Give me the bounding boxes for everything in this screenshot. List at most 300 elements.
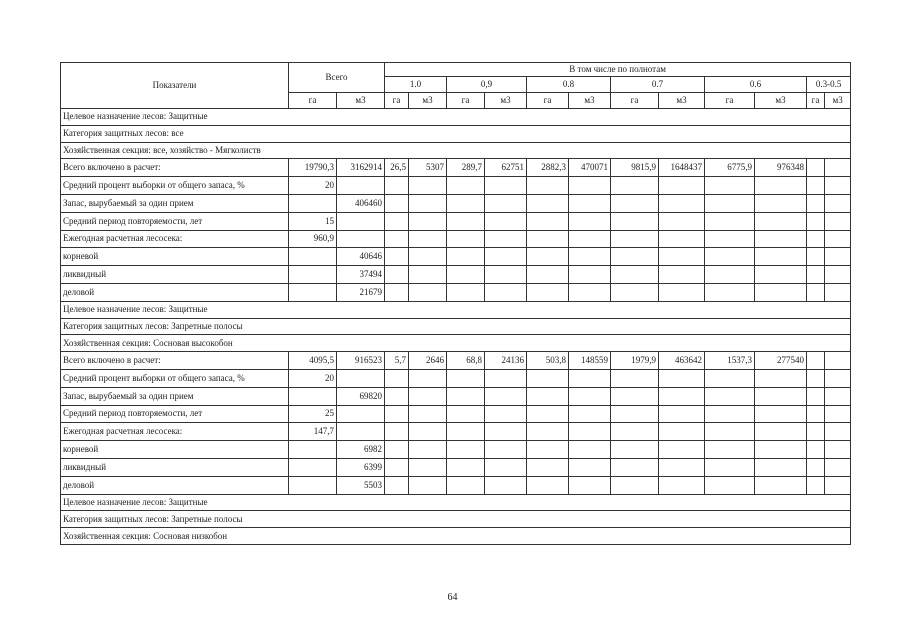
table-cell (337, 212, 385, 230)
table-cell: 976348 (755, 159, 807, 177)
table-cell (409, 458, 447, 476)
unit-m3: м3 (409, 93, 447, 109)
table-cell (485, 476, 527, 494)
table-cell (807, 352, 825, 370)
table-cell (409, 476, 447, 494)
table-cell (807, 194, 825, 212)
section-title: Категория защитных лесов: все (61, 125, 851, 142)
table-cell (337, 177, 385, 195)
table-cell (527, 387, 569, 405)
section-row (61, 511, 851, 528)
table-cell (385, 230, 409, 248)
table-cell (807, 248, 825, 266)
page-number: 64 (447, 592, 458, 603)
table-cell (569, 441, 611, 459)
section-title: Целевое назначение лесов: Защитные (61, 494, 851, 511)
table-cell: 20 (289, 177, 337, 195)
table-cell (289, 283, 337, 301)
table-cell (409, 369, 447, 387)
section-row (61, 301, 851, 318)
table-cell (409, 194, 447, 212)
table-cell (611, 283, 659, 301)
table-cell: 9815,9 (611, 159, 659, 177)
row-label: Средний период повторяемости, лет (61, 405, 289, 423)
header-density-1-0: 1.0 (385, 77, 447, 93)
table-cell (385, 369, 409, 387)
header-by-density: В том числе по полнотам (385, 63, 851, 77)
table-cell (659, 405, 705, 423)
table-cell (447, 441, 485, 459)
table-row (61, 387, 851, 405)
table-cell: 463642 (659, 352, 705, 370)
table-cell (527, 283, 569, 301)
table-cell (569, 369, 611, 387)
table-cell: 289,7 (447, 159, 485, 177)
table-cell (289, 248, 337, 266)
table-row (61, 283, 851, 301)
table-cell (825, 212, 851, 230)
unit-ha: га (385, 93, 409, 109)
table-cell (807, 369, 825, 387)
table-cell (447, 194, 485, 212)
table-cell (807, 159, 825, 177)
table-cell (659, 476, 705, 494)
table-cell (825, 248, 851, 266)
table-cell (659, 177, 705, 195)
header-total: Всего (289, 63, 385, 93)
row-label: ликвидный (61, 266, 289, 284)
table-cell: 503,8 (527, 352, 569, 370)
table-cell (825, 476, 851, 494)
table-cell (447, 212, 485, 230)
table-cell (289, 387, 337, 405)
table-cell (705, 369, 755, 387)
row-label: Всего включено в расчет: (61, 159, 289, 177)
table-cell (705, 405, 755, 423)
section-row (61, 494, 851, 511)
table-cell (705, 194, 755, 212)
table-cell (807, 441, 825, 459)
table-cell (527, 405, 569, 423)
table-cell (289, 266, 337, 284)
table-cell (807, 423, 825, 441)
table-cell: 21679 (337, 283, 385, 301)
table-cell (385, 387, 409, 405)
section-title: Целевое назначение лесов: Защитные (61, 301, 851, 318)
table-row (61, 369, 851, 387)
table-cell: 1537,3 (705, 352, 755, 370)
table-cell (705, 423, 755, 441)
table-cell (611, 266, 659, 284)
table-cell (755, 441, 807, 459)
table-cell (447, 369, 485, 387)
unit-ha: га (807, 93, 825, 109)
unit-m3: м3 (755, 93, 807, 109)
table-cell (385, 177, 409, 195)
row-label: Запас, вырубаемый за один прием (61, 194, 289, 212)
table-cell (825, 177, 851, 195)
table-cell: 6982 (337, 441, 385, 459)
table-cell: 5,7 (385, 352, 409, 370)
table-cell (409, 177, 447, 195)
row-label: Средний период повторяемости, лет (61, 212, 289, 230)
table-cell (825, 283, 851, 301)
table-cell (409, 283, 447, 301)
table-cell (611, 458, 659, 476)
section-row (61, 335, 851, 352)
table-cell (807, 387, 825, 405)
unit-ha: га (611, 93, 659, 109)
row-label: Средний процент выборки от общего запаса, % (61, 177, 289, 195)
table-cell (825, 458, 851, 476)
row-label: деловой (61, 476, 289, 494)
table-cell: 2882,3 (527, 159, 569, 177)
table-cell (485, 177, 527, 195)
table-cell (337, 423, 385, 441)
table-cell (825, 159, 851, 177)
table-cell (755, 212, 807, 230)
table-cell (611, 387, 659, 405)
table-cell (447, 266, 485, 284)
table-cell (659, 230, 705, 248)
table-cell (825, 369, 851, 387)
row-label: ликвидный (61, 458, 289, 476)
table-cell (611, 212, 659, 230)
table-cell: 960,9 (289, 230, 337, 248)
header-density-0-8: 0.8 (527, 77, 611, 93)
table-cell (755, 458, 807, 476)
section-title: Целевое назначение лесов: Защитные (61, 109, 851, 126)
header-density-0-6: 0.6 (705, 77, 807, 93)
table-row (61, 405, 851, 423)
table-cell: 15 (289, 212, 337, 230)
table-cell (705, 441, 755, 459)
table-cell (611, 248, 659, 266)
table-cell (807, 283, 825, 301)
table-cell (569, 230, 611, 248)
row-label: Ежегодная расчетная лесосека: (61, 423, 289, 441)
table-row (61, 441, 851, 459)
table-cell (755, 387, 807, 405)
table-cell (705, 387, 755, 405)
table-cell (807, 177, 825, 195)
table-cell (755, 248, 807, 266)
section-title: Хозяйственная секция: все, хозяйство - Мягколиств (61, 142, 851, 159)
table-cell: 406460 (337, 194, 385, 212)
table-cell (409, 387, 447, 405)
table-cell: 1648437 (659, 159, 705, 177)
table-cell (659, 423, 705, 441)
table-row (61, 230, 851, 248)
table-cell (569, 387, 611, 405)
unit-m3: м3 (659, 93, 705, 109)
table-cell (485, 194, 527, 212)
table-cell (569, 266, 611, 284)
table-cell (409, 423, 447, 441)
unit-m3: м3 (337, 93, 385, 109)
table-cell (485, 458, 527, 476)
table-cell (485, 441, 527, 459)
table-cell (825, 352, 851, 370)
header-density-0-7: 0.7 (611, 77, 705, 93)
table-cell: 69820 (337, 387, 385, 405)
section-title: Хозяйственная секция: Сосновая высокобон (61, 335, 851, 352)
table-cell (485, 248, 527, 266)
table-cell (447, 476, 485, 494)
header-density-0-3-0-5: 0.3-0.5 (807, 77, 851, 93)
table-cell: 1979,9 (611, 352, 659, 370)
table-cell: 147,7 (289, 423, 337, 441)
table-cell (569, 405, 611, 423)
table-cell (807, 266, 825, 284)
table-row (61, 212, 851, 230)
table-cell (755, 405, 807, 423)
table-cell (659, 387, 705, 405)
table-cell (527, 212, 569, 230)
table-cell (611, 441, 659, 459)
header-indicators: Показатели (61, 63, 289, 109)
table-cell (659, 441, 705, 459)
table-row (61, 266, 851, 284)
table-cell (289, 441, 337, 459)
table-cell (337, 230, 385, 248)
table-cell (527, 266, 569, 284)
table-cell: 68,8 (447, 352, 485, 370)
table-cell: 5307 (409, 159, 447, 177)
table-cell (659, 266, 705, 284)
table-cell (485, 405, 527, 423)
table-cell (659, 458, 705, 476)
table-cell (755, 177, 807, 195)
table-cell (825, 194, 851, 212)
table-cell (409, 266, 447, 284)
table-cell (485, 369, 527, 387)
table-cell (409, 248, 447, 266)
table-cell (569, 248, 611, 266)
row-label: корневой (61, 441, 289, 459)
table-cell (611, 405, 659, 423)
unit-m3: м3 (485, 93, 527, 109)
table-cell (807, 405, 825, 423)
table-cell (447, 458, 485, 476)
table-cell (289, 458, 337, 476)
table-cell (527, 369, 569, 387)
table-cell (485, 230, 527, 248)
table-cell (659, 248, 705, 266)
row-label: Всего включено в расчет: (61, 352, 289, 370)
table-cell (447, 423, 485, 441)
table-cell: 148559 (569, 352, 611, 370)
table-cell (527, 458, 569, 476)
table-cell: 40646 (337, 248, 385, 266)
table-cell (807, 458, 825, 476)
table-cell (385, 423, 409, 441)
table-cell: 37494 (337, 266, 385, 284)
table-cell (755, 283, 807, 301)
table-cell: 470071 (569, 159, 611, 177)
table-cell (705, 212, 755, 230)
table-cell (485, 212, 527, 230)
table-cell (755, 369, 807, 387)
header-density-0-9: 0,9 (447, 77, 527, 93)
table-cell (289, 194, 337, 212)
table-cell (337, 369, 385, 387)
table-cell: 277540 (755, 352, 807, 370)
table-cell: 26,5 (385, 159, 409, 177)
table-cell (485, 266, 527, 284)
row-label: деловой (61, 283, 289, 301)
table-cell (569, 458, 611, 476)
table-cell (409, 212, 447, 230)
table-cell (527, 230, 569, 248)
table-cell (705, 266, 755, 284)
table-cell (705, 458, 755, 476)
table-row (61, 194, 851, 212)
table-cell (485, 423, 527, 441)
table-cell (659, 369, 705, 387)
table-cell (485, 387, 527, 405)
section-title: Категория защитных лесов: Запретные полосы (61, 318, 851, 335)
table-cell (289, 476, 337, 494)
table-row (61, 159, 851, 177)
table-cell: 62751 (485, 159, 527, 177)
table-cell (385, 441, 409, 459)
table-cell (337, 405, 385, 423)
table-cell: 6399 (337, 458, 385, 476)
table-row (61, 352, 851, 370)
table-cell (385, 476, 409, 494)
table-body (61, 109, 851, 545)
unit-ha: га (705, 93, 755, 109)
table-cell (755, 423, 807, 441)
table-cell (825, 405, 851, 423)
table-cell (447, 177, 485, 195)
section-row (61, 318, 851, 335)
table-cell (755, 266, 807, 284)
table-cell (409, 405, 447, 423)
table-cell (611, 476, 659, 494)
table-cell (447, 405, 485, 423)
table-cell: 20 (289, 369, 337, 387)
table-cell (385, 283, 409, 301)
table-cell: 4095,5 (289, 352, 337, 370)
table-cell (611, 177, 659, 195)
table-cell (611, 369, 659, 387)
table-cell (807, 476, 825, 494)
table-cell: 3162914 (337, 159, 385, 177)
table-cell (569, 212, 611, 230)
table-cell (755, 230, 807, 248)
table-cell (825, 230, 851, 248)
table-cell (705, 476, 755, 494)
section-row (61, 528, 851, 545)
table-cell: 25 (289, 405, 337, 423)
table-cell (825, 441, 851, 459)
table-cell (447, 283, 485, 301)
table-row (61, 458, 851, 476)
table-cell (569, 194, 611, 212)
table-cell (659, 212, 705, 230)
table-cell (527, 441, 569, 459)
table-row (61, 248, 851, 266)
table-cell (385, 405, 409, 423)
table-cell (485, 283, 527, 301)
table-cell (705, 248, 755, 266)
table-cell (611, 423, 659, 441)
table-cell (385, 194, 409, 212)
table-cell (611, 194, 659, 212)
unit-m3: м3 (569, 93, 611, 109)
section-row (61, 125, 851, 142)
table-cell (527, 248, 569, 266)
table-row (61, 476, 851, 494)
table-cell (825, 423, 851, 441)
table-cell (659, 194, 705, 212)
section-title: Категория защитных лесов: Запретные полосы (61, 511, 851, 528)
table-cell (825, 266, 851, 284)
table-cell (705, 230, 755, 248)
table-cell (611, 230, 659, 248)
row-label: корневой (61, 248, 289, 266)
table-cell (807, 212, 825, 230)
table-cell (569, 476, 611, 494)
table-cell (385, 458, 409, 476)
table-cell: 6775,9 (705, 159, 755, 177)
table-cell (705, 283, 755, 301)
unit-ha: га (527, 93, 569, 109)
section-row (61, 109, 851, 126)
table-cell (705, 177, 755, 195)
row-label: Средний процент выборки от общего запаса, % (61, 369, 289, 387)
table-cell (527, 423, 569, 441)
table-cell (755, 476, 807, 494)
table-cell (385, 266, 409, 284)
table-cell (807, 230, 825, 248)
forest-cutting-table (60, 62, 851, 545)
table-cell (659, 283, 705, 301)
table-row (61, 177, 851, 195)
table-cell (569, 177, 611, 195)
table-cell (527, 194, 569, 212)
table-cell (569, 423, 611, 441)
table-cell (755, 194, 807, 212)
table-cell: 19790,3 (289, 159, 337, 177)
unit-m3: м3 (825, 93, 851, 109)
table-cell: 916523 (337, 352, 385, 370)
unit-ha: га (447, 93, 485, 109)
table-cell (409, 230, 447, 248)
unit-ha: га (289, 93, 337, 109)
table-cell (825, 387, 851, 405)
table-cell (385, 212, 409, 230)
table-cell (409, 441, 447, 459)
table-row (61, 423, 851, 441)
table-cell (447, 248, 485, 266)
table-cell: 24136 (485, 352, 527, 370)
section-row (61, 142, 851, 159)
table-cell (569, 283, 611, 301)
table-cell: 2646 (409, 352, 447, 370)
table-cell: 5503 (337, 476, 385, 494)
row-label: Ежегодная расчетная лесосека: (61, 230, 289, 248)
table-cell (447, 230, 485, 248)
section-title: Хозяйственная секция: Сосновая низкобон (61, 528, 851, 545)
row-label: Запас, вырубаемый за один прием (61, 387, 289, 405)
table-cell (385, 248, 409, 266)
table-cell (527, 177, 569, 195)
table-cell (527, 476, 569, 494)
table-cell (447, 387, 485, 405)
